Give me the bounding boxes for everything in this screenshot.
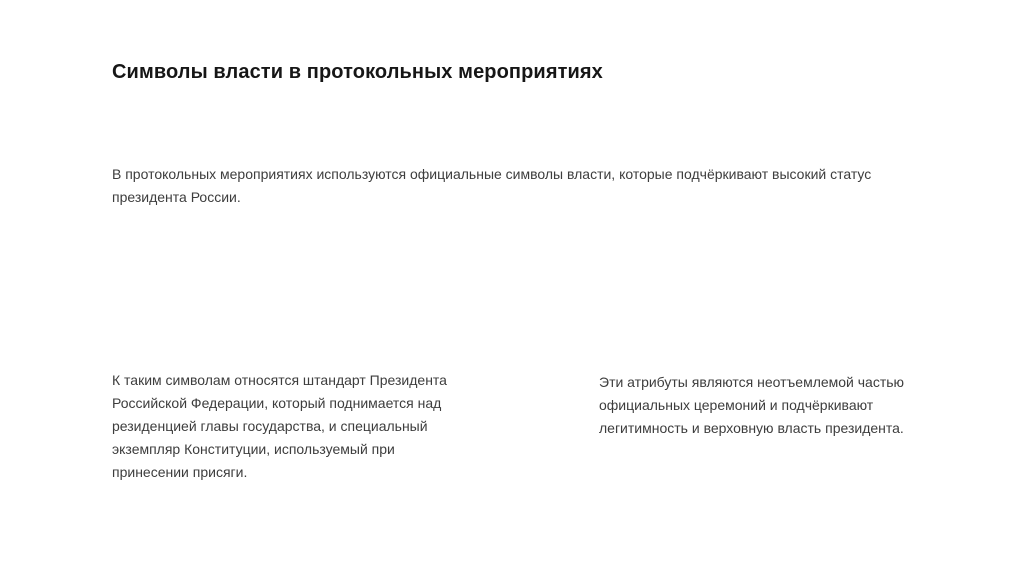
left-column-text: К таким символам относятся штандарт Президента Российской Федерации, который поднимается над резиденцией главы государства, и специальный экземпляр Конституции, используемый при принесении присяги. [112, 372, 447, 480]
slide-title: Символы власти в протокольных мероприятиях [112, 61, 603, 84]
intro-paragraph: В протокольных мероприятиях используются официальные символы власти, которые подчёркивают высокий статус президента России. [112, 166, 872, 205]
right-column-text: Эти атрибуты являются неотъемлемой частью официальных церемоний и подчёркивают легитимность и верховную власть президента. [599, 374, 905, 436]
